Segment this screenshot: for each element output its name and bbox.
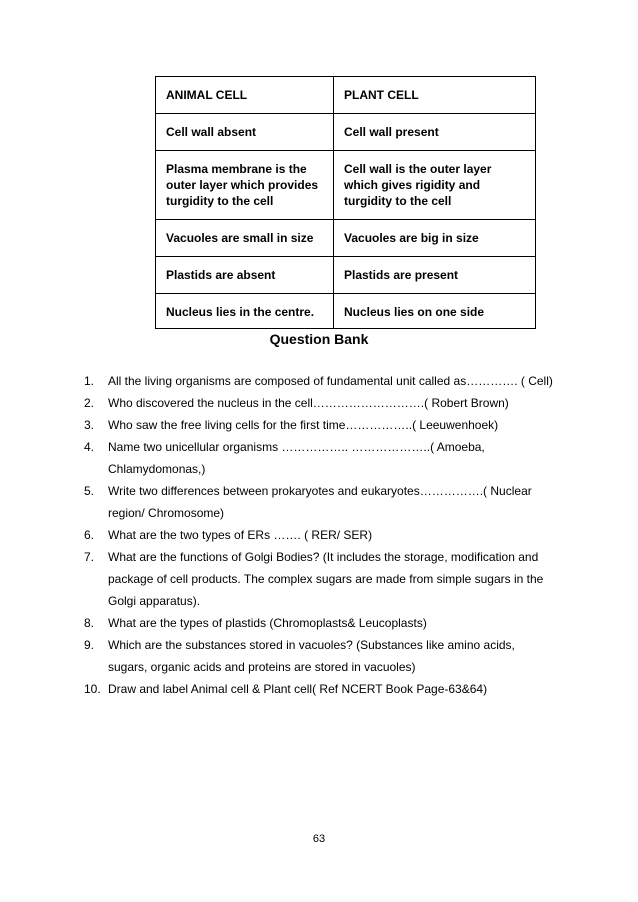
table-row [156,220,536,257]
question-number: 1. [84,374,95,388]
question-text: Who discovered the nucleus in the cell……………………….( Robert Brown) [108,396,509,410]
table-cell: Vacuoles are big in size [334,220,536,257]
header-animal-cell: ANIMAL CELL [156,77,334,114]
table-row [156,114,536,151]
list-item [84,634,554,678]
list-item [84,480,554,524]
question-text: What are the types of plastids (Chromoplasts& Leucoplasts) [108,616,427,630]
question-text: All the living organisms are composed of fundamental unit called as…………. ( Cell) [108,374,553,388]
question-text: Which are the substances stored in vacuoles? (Substances like amino acids, sugars, organic acids and proteins are stored in vacuoles) [108,638,515,674]
question-text: Write two differences between prokaryotes and eukaryotes…………….( Nuclear region/ Chromosome) [108,484,532,520]
table-row [156,151,536,220]
comparison-table [155,76,536,329]
section-title: Question Bank [269,331,369,347]
list-item [84,436,554,480]
question-number: 3. [84,418,95,432]
question-list [84,370,554,700]
question-number: 10. [84,682,101,696]
table-cell: Plastids are absent [156,257,334,294]
list-item [84,414,554,436]
list-item [84,370,554,392]
table-cell: Vacuoles are small in size [156,220,334,257]
header-plant-cell: PLANT CELL [334,77,536,114]
question-text: Name two unicellular organisms …………….. ………………..( Amoeba, Chlamydomonas,) [108,440,485,476]
table-row [156,294,536,329]
table-cell: Nucleus lies on one side [334,294,536,329]
question-text: What are the two types of ERs ……. ( RER/ SER) [108,528,373,542]
question-number: 9. [84,638,95,652]
table-cell: Cell wall absent [156,114,334,151]
list-item [84,612,554,634]
table-row [156,257,536,294]
question-number: 5. [84,484,95,498]
question-text: Draw and label Animal cell & Plant cell( Ref NCERT Book Page-63&64) [108,682,488,696]
table-cell: Plastids are present [334,257,536,294]
question-number: 4. [84,440,95,454]
question-number: 6. [84,528,95,542]
list-item [84,546,554,612]
list-item [84,392,554,414]
table-cell: Cell wall present [334,114,536,151]
table-header-row [156,77,536,114]
question-number: 8. [84,616,95,630]
question-number: 7. [84,550,95,564]
table-cell: Nucleus lies in the centre. [156,294,334,329]
list-item [84,524,554,546]
question-text: What are the functions of Golgi Bodies? (It includes the storage, modification and package of cell products. The complex sugars are made from simple sugars in the Golgi apparatus). [108,550,544,608]
list-item [84,678,554,700]
table-cell: Plasma membrane is the outer layer which provides turgidity to the cell [156,151,334,220]
table-cell: Cell wall is the outer layer which gives rigidity and turgidity to the cell [334,151,536,220]
question-text: Who saw the free living cells for the first time……………..( Leeuwenhoek) [108,418,499,432]
question-number: 2. [84,396,95,410]
page-number: 63 [312,833,326,845]
